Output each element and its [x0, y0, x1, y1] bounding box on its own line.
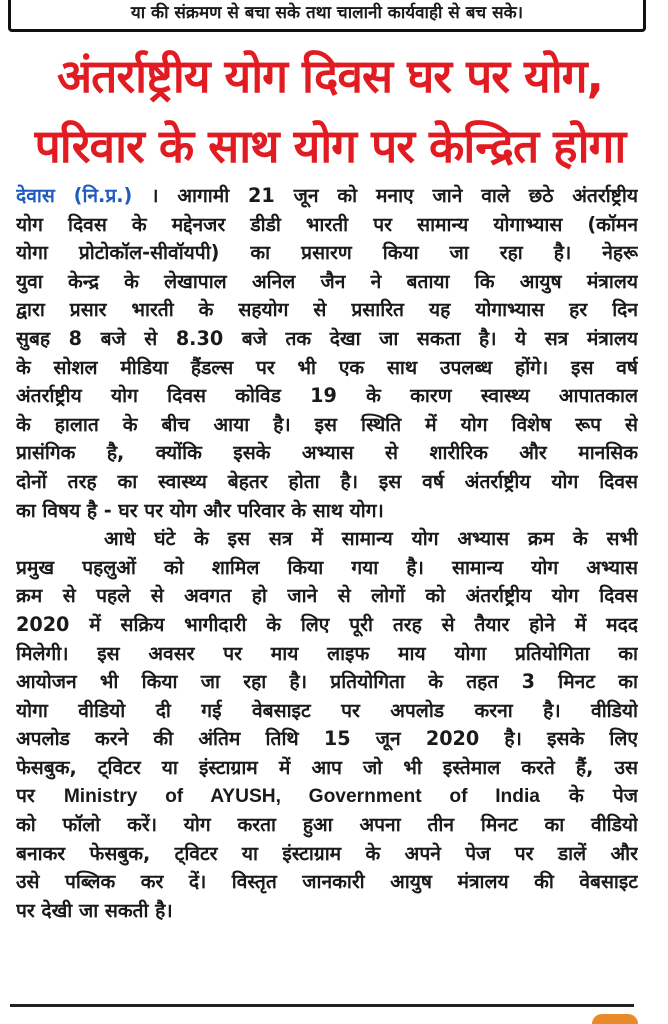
body-line: प्रमुख पहलुओं को शामिल किया गया है। सामान्य योग अभ्यास: [16, 555, 638, 579]
body-line: देवास (नि.प्र.) । आगामी 21 जून को मनाए जाने वाले छठे अंतर्राष्ट्रीय: [16, 184, 638, 207]
body-line: युवा केन्द्र के लेखापाल अनिल जैन ने बताया कि आयुष मंत्रालय: [16, 269, 638, 293]
headline-line-2: परिवार के साथ योग पर केन्द्रित होगा: [34, 119, 626, 173]
body-line: अंतर्राष्ट्रीय योग दिवस कोविड 19 के कारण स्वास्थ्य आपातकाल: [16, 384, 638, 408]
previous-article-box: [8, 0, 646, 32]
body-line: बनाकर फेसबुक, ट्विटर या इंस्टाग्राम के अपने पेज पर डालें और: [16, 841, 638, 865]
dateline: देवास (नि.प्र.): [16, 184, 133, 207]
body-line: के हालात के बीच आया है। इस स्थिति में योग विशेष रूप से: [16, 412, 638, 436]
body-line: योगा प्रोटोकॉल-सीवॉयपी) का प्रसारण किया जा रहा है। नेहरू: [16, 241, 638, 265]
body-line: के सोशल मीडिया हैंडल्स पर भी एक साथ उपलब्ध होंगे। इस वर्ष: [16, 355, 638, 379]
body-line: का विषय है - घर पर योग और परिवार के साथ योग।: [16, 498, 384, 522]
body-line: दोनों तरह का स्वास्थ्य बेहतर होता है। इस वर्ष अंतर्राष्ट्रीय योग दिवस: [16, 469, 638, 493]
body-line: प्रासंगिक है, क्योंकि इसके अभ्यास से शारीरिक और मानसिक: [16, 441, 638, 465]
body-line: 2020 में सक्रिय भागीदारी के लिए पूरी तरह से तैयार होने में मदद: [16, 612, 638, 636]
body-line: फेसबुक, ट्विटर या इंस्टाग्राम में आप जो भी इस्तेमाल करते हैं, उस: [16, 755, 638, 779]
previous-article-tail: या की संक्रमण से बचा सके तथा चालानी कार्यवाही से बच सके।: [130, 3, 524, 23]
body-line: द्वारा प्रसार भारती के सहयोग से प्रसारित यह योगाभ्यास हर दिन: [16, 298, 638, 322]
body-line: योग दिवस के मद्देनजर डीडी भारती पर सामान्य योगाभ्यास (कॉमन: [16, 212, 638, 236]
body-line: क्रम से पहले से अवगत हो जाने से लोगों को अंतर्राष्ट्रीय योग दिवस: [16, 584, 638, 608]
body-line: को फॉलो करें। योग करता हुआ अपना तीन मिनट का वीडियो: [16, 813, 638, 837]
body-line: योगा वीडियो दी गई वेबसाइट पर अपलोड करना है। वीडियो: [16, 698, 638, 722]
body-line: मिलेगी। इस अवसर पर माय लाइफ माय योगा प्रतियोगिता का: [16, 641, 638, 665]
body-line: सुबह 8 बजे से 8.30 बजे तक देखा जा सकता है। ये सत्र मंत्रालय: [16, 326, 638, 350]
english-phrase: Ministry of AYUSH, Government of India: [63, 786, 540, 808]
bottom-rule: [10, 1004, 634, 1007]
body-line: आधे घंटे के इस सत्र में सामान्य योग अभ्यास क्रम के सभी: [104, 527, 638, 551]
body-line: पर Ministry of AYUSH, Government of India के पेज: [16, 784, 638, 808]
article-body: [16, 182, 638, 925]
body-line: उसे पब्लिक कर दें। विस्तृत जानकारी आयुष मंत्रालय की वेबसाइट: [16, 870, 638, 894]
body-line: अपलोड करने की अंतिम तिथि 15 जून 2020 है। इसके लिए: [16, 727, 638, 751]
headline-line-1: अंतर्राष्ट्रीय योग दिवस घर पर योग,: [56, 49, 604, 103]
body-line: आयोजन भी किया जा रहा है। प्रतियोगिता के तहत 3 मिनट का: [16, 670, 638, 694]
body-line: पर देखी जा सकती है।: [16, 898, 173, 922]
orange-corner-mark: [592, 1014, 638, 1024]
